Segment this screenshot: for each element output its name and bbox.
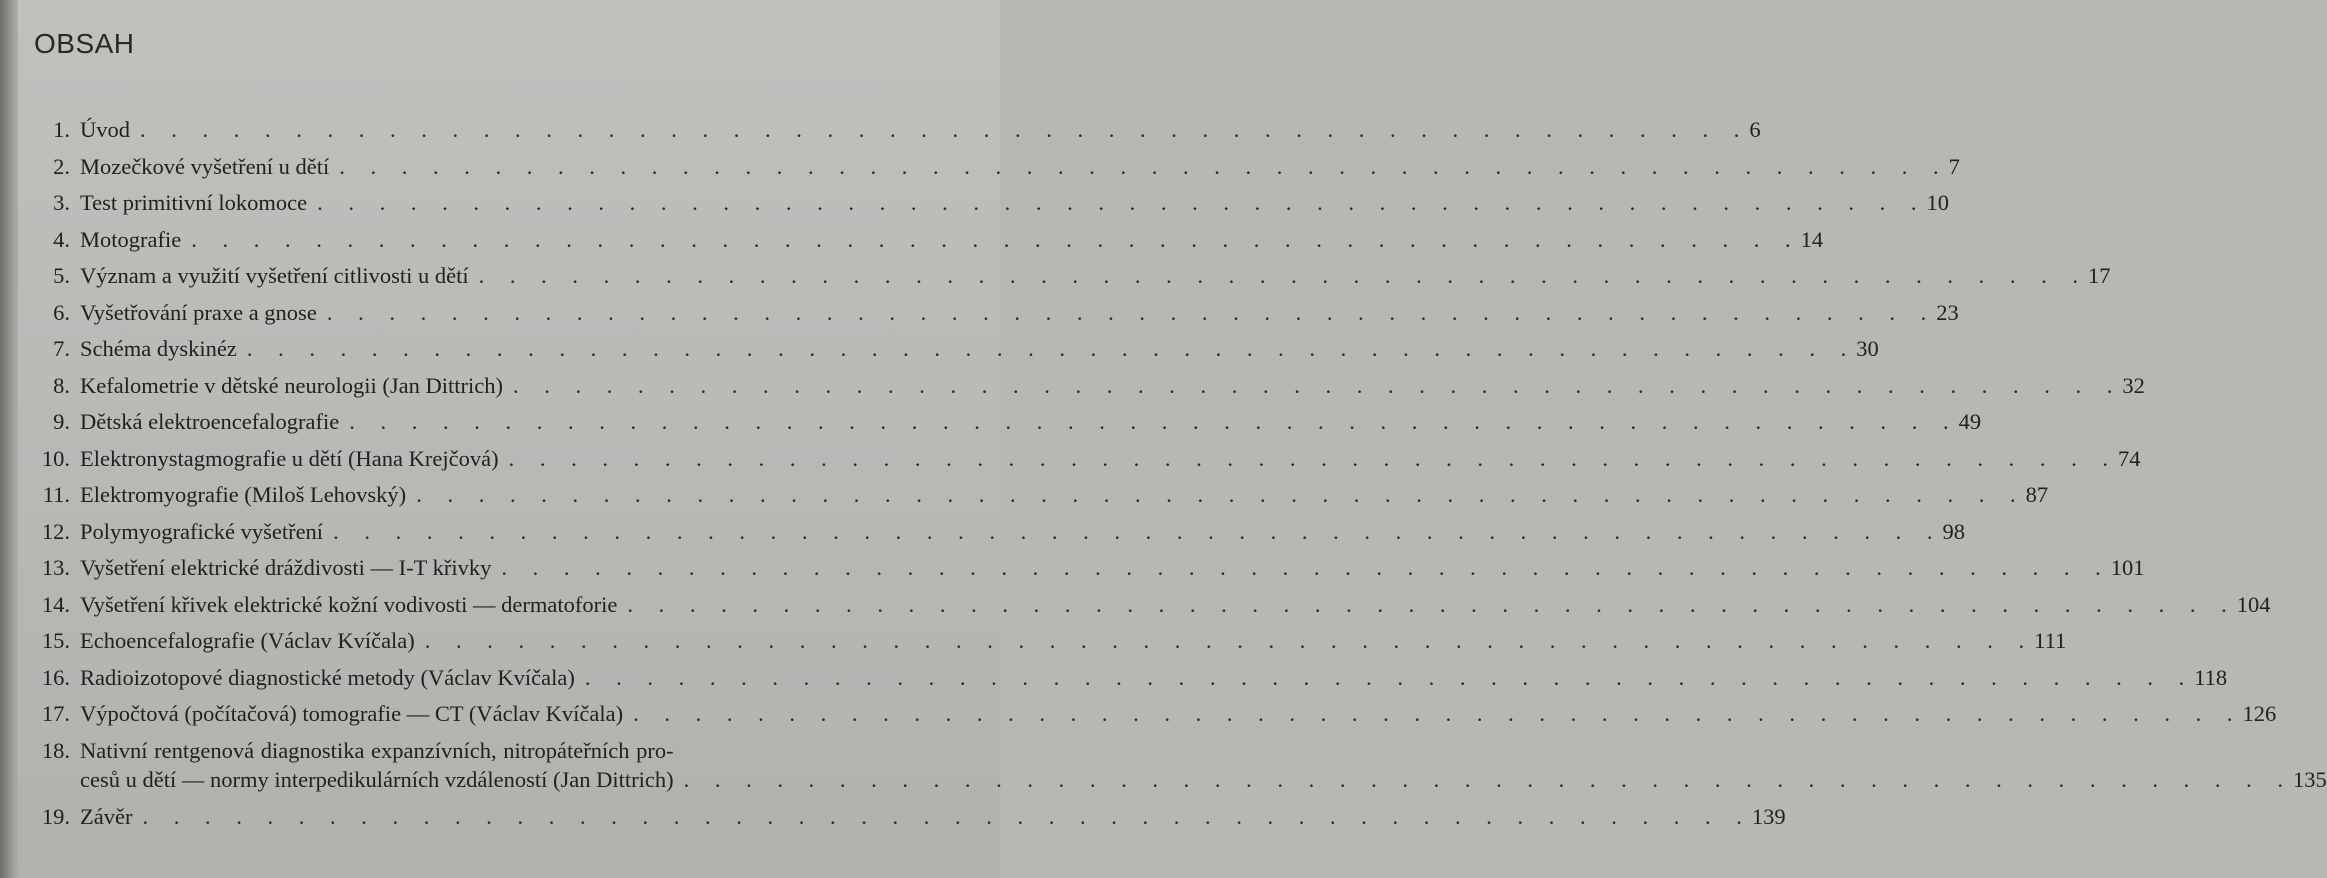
toc-entry-number: 6. — [53, 299, 70, 325]
toc-entry-title: Úvod — [80, 117, 130, 142]
toc-entry-page: 10 — [1926, 190, 1950, 215]
dot-leader: . . . . . . . . . . . . . . . . . . . . . . . . . . . . . . . . . . . . . . . . . . . . . . . . . . . . — [142, 803, 1752, 829]
toc-entry-title: Elektronystagmografie u dětí (Hana Krejčová) — [80, 445, 499, 471]
dot-leader: . . . . . . . . . . . . . . . . . . . . . . . . . . . . . . . . . . . . . . . . . . . . . . . . . . . . — [633, 701, 2243, 726]
dot-leader: . . . . . . . . . . . . . . . . . . . . . . . . . . . . . . . . . . . . . . . . . . . . . . . . . . . . — [246, 336, 1857, 361]
dot-leader: . . . . . . . . . . . . . . . . . . . . . . . . . . . . . . . . . . . . . . . . . . . . . . . . . . . . — [339, 153, 1949, 179]
toc-entry-number: 5. — [53, 263, 70, 288]
toc-entry-number: 2. — [53, 153, 70, 179]
toc-entry-page: 7 — [1948, 153, 1960, 179]
toc-entry-title: Vyšetření elektrické dráždivosti — I-T křivky — [80, 555, 492, 580]
dot-leader: . . . . . . . . . . . . . . . . . . . . . . . . . . . . . . . . . . . . . . . . . . . . . . . . . . . . — [508, 445, 2118, 471]
toc-entry — [0, 623, 2067, 660]
toc-entry — [0, 587, 2271, 624]
toc-entry-title: Polymyografické vyšetření — [80, 518, 324, 544]
toc-entry-page: 104 — [2236, 591, 2271, 617]
toc-entry-number: 15. — [41, 628, 70, 653]
toc-entry-title: Význam a využití vyšetření citlivosti u dětí — [80, 263, 469, 288]
toc-entry — [0, 733, 2327, 799]
toc-entry-page: 6 — [1749, 117, 1761, 142]
toc-entry-title: Vyšetřování praxe a gnose — [80, 299, 317, 325]
toc-entry — [0, 660, 2228, 697]
toc-entry-number: 13. — [41, 555, 70, 580]
toc-entry-title: Závěr — [80, 803, 133, 829]
toc-entry-number: 10. — [41, 445, 70, 471]
toc-entry-page: 111 — [2034, 628, 2067, 653]
toc-entry-title: Elektromyografie (Miloš Lehovský) — [80, 482, 407, 507]
toc-entry — [0, 258, 2111, 295]
toc-entry — [0, 477, 2049, 514]
toc-entry-number: 19. — [41, 803, 70, 829]
toc-entry-number: 18. — [41, 737, 70, 763]
toc-entry — [0, 331, 1879, 368]
toc-entry-page: 23 — [1936, 299, 1959, 325]
toc-entry-page: 30 — [1856, 336, 1879, 361]
toc-entry-number: 3. — [53, 190, 70, 215]
toc-entry — [0, 550, 2145, 587]
dot-leader: . . . . . . . . . . . . . . . . . . . . . . . . . . . . . . . . . . . . . . . . . . . . . . . . . . . . — [627, 591, 2237, 617]
toc-entry-title: Test primitivní lokomoce — [80, 190, 308, 215]
toc-entry — [0, 368, 2145, 405]
dot-leader: . . . . . . . . . . . . . . . . . . . . . . . . . . . . . . . . . . . . . . . . . . . . . . . . . . . . — [191, 226, 1801, 252]
toc-entry — [0, 404, 1982, 441]
toc-entry-number: 12. — [41, 518, 70, 544]
toc-entry — [0, 696, 2277, 733]
toc-entry-title: Echoencefalografie (Václav Kvíčala) — [80, 628, 415, 653]
page-title: OBSAH — [34, 28, 135, 59]
toc-entry — [0, 441, 2141, 478]
toc-entry — [0, 222, 1824, 259]
toc-entry — [0, 295, 1959, 332]
toc-entry-title: Kefalometrie v dětské neurologii (Jan Dittrich) — [80, 372, 503, 398]
toc-entry-title: Schéma dyskinéz — [80, 336, 237, 361]
dot-leader: . . . . . . . . . . . . . . . . . . . . . . . . . . . . . . . . . . . . . . . . . . . . . . . . . . . . — [501, 555, 2111, 580]
toc-entry-page: 87 — [2025, 482, 2049, 507]
toc-entry-title: Vyšetření křivek elektrické kožní vodivosti — dermatoforie — [80, 591, 618, 617]
toc-entry-page: 17 — [2088, 263, 2111, 288]
toc-entry-page: 98 — [1942, 518, 1965, 544]
dot-leader: . . . . . . . . . . . . . . . . . . . . . . . . . . . . . . . . . . . . . . . . . . . . . . . . . . . . — [584, 664, 2195, 690]
toc-entry — [0, 514, 1965, 551]
dot-leader: . . . . . . . . . . . . . . . . . . . . . . . . . . . . . . . . . . . . . . . . . . . . . . . . . . . . — [326, 299, 1937, 325]
toc-entry-page: 139 — [1751, 803, 1786, 829]
toc-entry-title: Motografie — [80, 226, 182, 252]
dot-leader: . . . . . . . . . . . . . . . . . . . . . . . . . . . . . . . . . . . . . . . . . . . . . . . . . . . . — [349, 409, 1959, 434]
toc-entry-number: 11. — [42, 482, 70, 507]
toc-entry-title-line1: Nativní rentgenová diagnostika expanzívních, nitropáteřních pro- — [80, 737, 674, 763]
toc-entry-title: Výpočtová (počítačová) tomografie — CT (Václav Kvíčala) — [80, 701, 624, 726]
toc-entry-page: 101 — [2110, 555, 2145, 580]
toc-entry-page: 49 — [1958, 409, 1982, 434]
dot-leader: . . . . . . . . . . . . . . . . . . . . . . . . . . . . . . . . . . . . . . . . . . . . . . . . . . . . — [317, 190, 1927, 215]
table-of-contents — [0, 112, 2327, 835]
toc-entry-page: 126 — [2242, 701, 2277, 726]
toc-entry-number: 4. — [53, 226, 70, 252]
toc-entry-number: 17. — [41, 701, 70, 726]
toc-entry-number: 14. — [41, 591, 70, 617]
toc-entry-page: 74 — [2117, 445, 2141, 471]
toc-entry-page: 118 — [2194, 664, 2228, 690]
dot-leader: . . . . . . . . . . . . . . . . . . . . . . . . . . . . . . . . . . . . . . . . . . . . . . . . . . . . — [513, 372, 2123, 398]
toc-entry-number: 7. — [53, 336, 70, 361]
toc-entry-page: 32 — [2122, 372, 2145, 398]
toc-entry — [0, 112, 1761, 149]
toc-entry-title: Dětská elektroencefalografie — [80, 409, 340, 434]
toc-entry-number: 8. — [53, 372, 70, 398]
toc-entry-page: 135 — [2292, 766, 2327, 792]
dot-leader: . . . . . . . . . . . . . . . . . . . . . . . . . . . . . . . . . . . . . . . . . . . . . . . . . . . . — [424, 628, 2035, 653]
toc-entry — [0, 799, 1786, 836]
toc-entry-number: 16. — [41, 664, 70, 690]
toc-entry-number: 9. — [53, 409, 70, 434]
toc-entry-title: Mozečkové vyšetření u dětí — [80, 153, 330, 179]
toc-entry-number: 1. — [53, 117, 70, 142]
dot-leader: . . . . . . . . . . . . . . . . . . . . . . . . . . . . . . . . . . . . . . . . . . . . . . . . . . . . — [478, 263, 2089, 288]
toc-entry-title: Radioizotopové diagnostické metody (Václav Kvíčala) — [80, 664, 575, 690]
toc-entry-page: 14 — [1800, 226, 1824, 252]
toc-entry-title: cesů u dětí — normy interpedikulárních vzdáleností (Jan Dittrich) — [80, 766, 674, 792]
toc-entry — [0, 185, 1950, 222]
dot-leader: . . . . . . . . . . . . . . . . . . . . . . . . . . . . . . . . . . . . . . . . . . . . . . . . . . . . — [683, 766, 2293, 792]
dot-leader: . . . . . . . . . . . . . . . . . . . . . . . . . . . . . . . . . . . . . . . . . . . . . . . . . . . . — [416, 482, 2026, 507]
toc-entry — [0, 149, 1960, 186]
dot-leader: . . . . . . . . . . . . . . . . . . . . . . . . . . . . . . . . . . . . . . . . . . . . . . . . . . . . — [140, 117, 1750, 142]
dot-leader: . . . . . . . . . . . . . . . . . . . . . . . . . . . . . . . . . . . . . . . . . . . . . . . . . . . . — [333, 518, 1943, 544]
